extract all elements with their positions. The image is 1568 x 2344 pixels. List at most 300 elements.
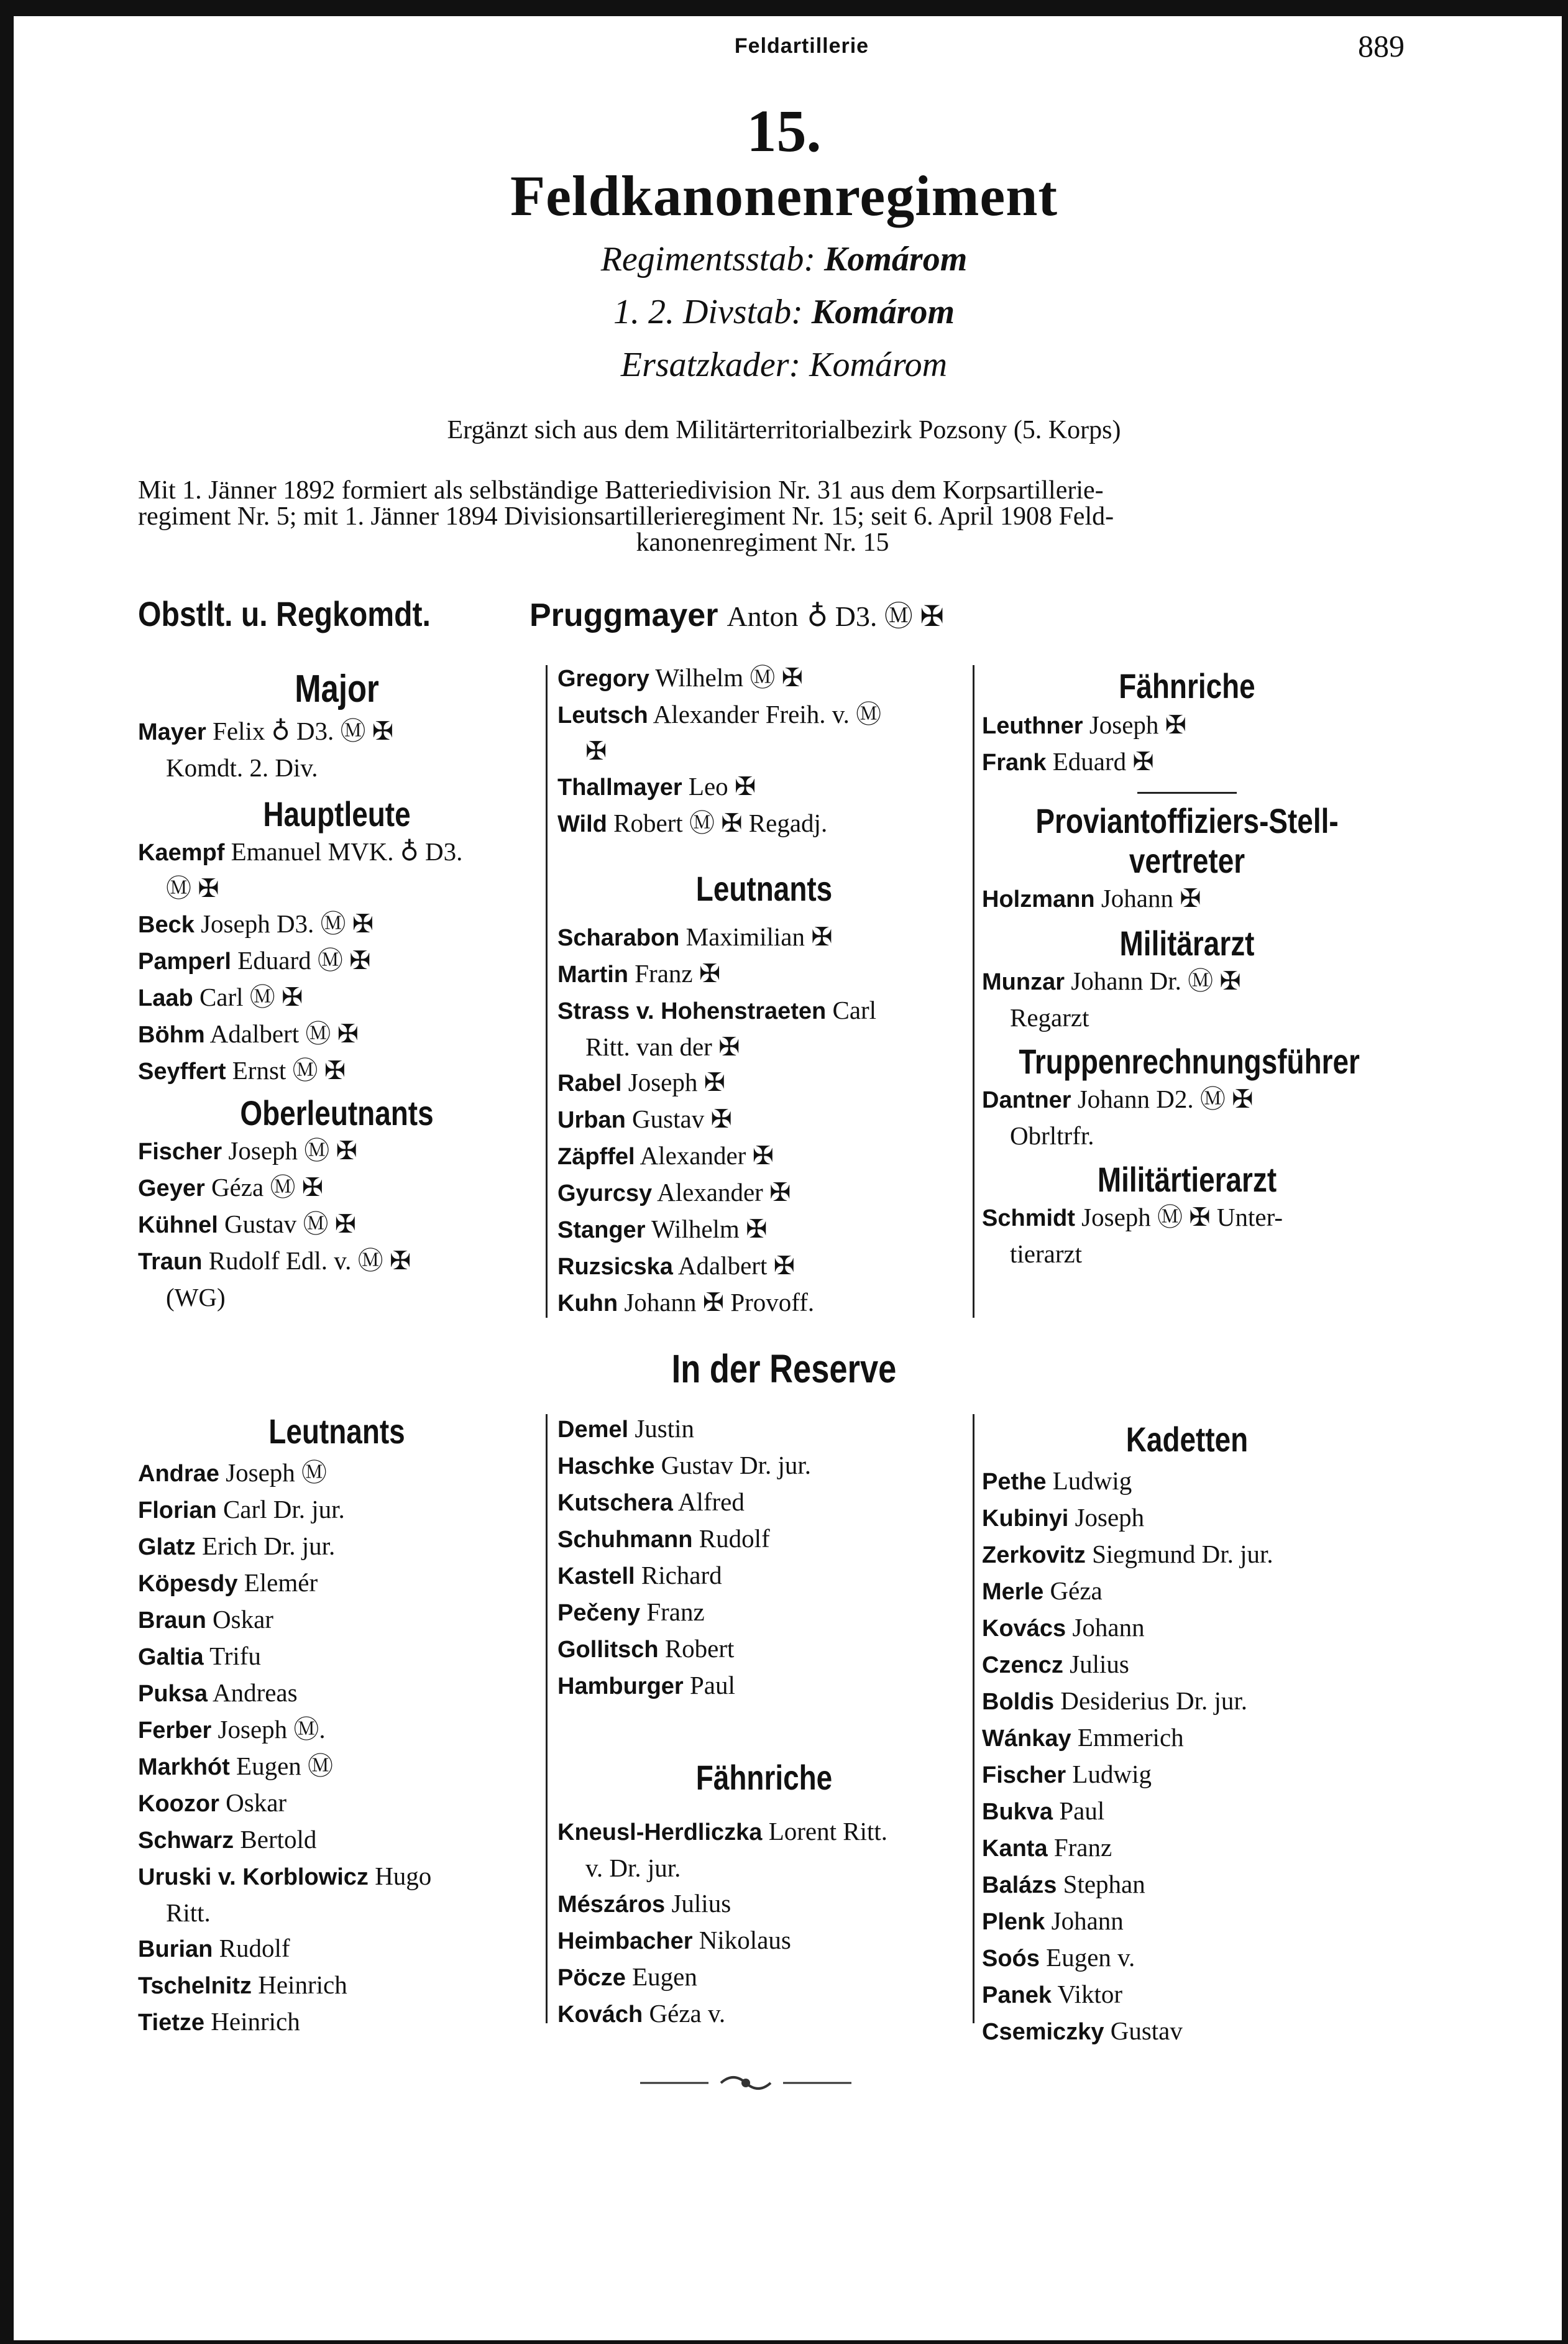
entry-decorations: Ⓜ ✠	[270, 1173, 324, 1202]
personnel-list	[982, 963, 1392, 1036]
entry-decorations: D2. Ⓜ ✠	[1156, 1085, 1254, 1113]
entry-given: Lorent Ritt.	[768, 1817, 888, 1845]
list-item	[982, 1537, 1392, 1573]
personnel-list	[557, 919, 971, 1321]
list-item	[138, 1639, 536, 1675]
entry-surname: Haschke	[557, 1453, 655, 1479]
entry-surname: Czencz	[982, 1652, 1063, 1678]
entry-given: Gustav	[1110, 2016, 1183, 2045]
entry-given: Andreas	[212, 1678, 298, 1707]
list-item	[557, 1631, 971, 1668]
list-item	[138, 1016, 536, 1053]
station-place: Komárom	[824, 240, 968, 278]
entry-given: Justin	[635, 1414, 695, 1443]
entry-surname: Böhm	[138, 1022, 205, 1048]
entry-surname: Kutschera	[557, 1490, 673, 1516]
entry-given: Oskar	[213, 1605, 273, 1634]
entry-given: Hugo	[375, 1862, 432, 1890]
list-item	[982, 1940, 1392, 1977]
list-item	[557, 806, 971, 842]
entry-surname: Kubinyi	[982, 1505, 1069, 1532]
entry-surname: Burian	[138, 1936, 213, 1962]
entry-surname: Urban	[557, 1107, 626, 1133]
entry-given: Oskar	[226, 1788, 287, 1817]
list-item	[557, 1996, 971, 2033]
entry-surname: Schwarz	[138, 1827, 234, 1854]
entry-surname: Wild	[557, 811, 607, 837]
entry-decorations: ✠	[710, 1105, 732, 1133]
column-rule	[973, 665, 974, 1318]
section-heading-proviant: Proviantoffiziers-Stell-	[1035, 801, 1339, 840]
entry-given: Rudolf Edl. v.	[208, 1246, 352, 1275]
entry-continuation: (WG)	[166, 1283, 226, 1312]
entry-surname: Tschelnitz	[138, 1973, 252, 1999]
section-heading-reserve: In der Reserve	[671, 1346, 897, 1391]
list-item	[138, 1859, 536, 1895]
entry-given: Emmerich	[1077, 1723, 1184, 1752]
entry-given: Gustav Dr. jur.	[661, 1451, 812, 1479]
scan-border-bottom	[0, 2340, 1568, 2344]
entry-surname: Koozor	[138, 1791, 219, 1817]
list-item	[138, 1455, 536, 1492]
entry-decorations: Ⓜ ✠	[305, 1019, 359, 1048]
station-place: Komárom	[809, 346, 948, 384]
entry-surname: Ruzsicska	[557, 1254, 673, 1280]
entry-surname: Ferber	[138, 1717, 212, 1744]
list-item	[982, 1082, 1392, 1118]
list-item	[138, 1749, 536, 1785]
entry-given: Julius	[1070, 1650, 1129, 1678]
list-item	[138, 1602, 536, 1639]
entry-given: Géza v.	[649, 1999, 726, 2028]
entry-given: Rudolf	[219, 1934, 290, 1962]
entry-given: Joseph	[228, 1136, 298, 1165]
supply-district: Ergänzt sich aus dem Militärterritorialbezirk Pozsony (5. Korps)	[447, 416, 1121, 444]
active-column-2	[557, 660, 971, 1321]
list-item	[138, 1931, 536, 1967]
list-item	[557, 993, 971, 1029]
entry-surname: Kühnel	[138, 1212, 218, 1238]
entry-decorations: ♁ D3.	[400, 837, 463, 866]
column-rule	[546, 665, 548, 1318]
list-item	[138, 1170, 536, 1206]
entry-decorations: Ⓜ ✠ Regadj.	[689, 809, 828, 837]
list-item	[557, 1448, 971, 1484]
entry-decorations: Ⓜ ✠	[292, 1056, 346, 1085]
reserve-column-3	[982, 1416, 1392, 2050]
commander-name	[530, 594, 944, 635]
entry-surname: Kovács	[982, 1616, 1066, 1642]
list-item	[557, 956, 971, 993]
personnel-list	[982, 881, 1392, 917]
entry-given: Eugen v.	[1046, 1943, 1135, 1972]
commander-surname: Pruggmayer	[530, 597, 718, 633]
active-column-1	[138, 665, 536, 1315]
entry-given: Johann Dr.	[1071, 967, 1181, 995]
history-line: regiment Nr. 5; mit 1. Jänner 1894 Divisionsartillerieregiment Nr. 15; seit 6. April 1908 Feld-	[138, 502, 1114, 531]
entry-continuation: Obrltrfr.	[1010, 1121, 1094, 1150]
entry-given: Nikolaus	[699, 1926, 791, 1954]
entry-decorations: Ⓜ ✠	[1188, 967, 1241, 995]
list-item	[138, 2004, 536, 2041]
list-item	[982, 1463, 1392, 1500]
entry-given: Erich Dr. jur.	[202, 1532, 336, 1560]
entry-surname: Frank	[982, 750, 1047, 776]
personnel-list	[982, 1463, 1392, 2050]
entry-given: Géza	[1050, 1576, 1103, 1605]
personnel-list	[982, 1200, 1392, 1272]
list-item	[557, 1101, 971, 1138]
entry-surname: Kneusl-Herdliczka	[557, 1819, 763, 1845]
entry-surname: Kuhn	[557, 1290, 618, 1317]
entry-given: Ernst	[232, 1056, 287, 1085]
entry-given: Franz	[1053, 1833, 1112, 1862]
list-item	[982, 1867, 1392, 1903]
list-item	[138, 1565, 536, 1602]
regiment-title: Feldkanonenregiment	[510, 164, 1058, 228]
list-item	[982, 1647, 1392, 1683]
list-item	[138, 1492, 536, 1528]
entry-decorations: ✠	[746, 1215, 768, 1243]
entry-surname: Fischer	[982, 1762, 1066, 1788]
entry-surname: Fischer	[138, 1139, 222, 1165]
entry-surname: Laab	[138, 985, 193, 1011]
entry-given: Joseph	[1081, 1203, 1151, 1231]
list-item	[138, 714, 536, 750]
entry-given: Siegmund Dr. jur.	[1092, 1540, 1273, 1568]
section-divider	[1137, 792, 1237, 794]
entry-given: Alexander Freih. v.	[653, 700, 850, 728]
entry-surname: Seyffert	[138, 1059, 226, 1085]
entry-surname: Uruski v. Korblowicz	[138, 1864, 369, 1890]
entry-surname: Thallmayer	[557, 774, 682, 801]
history-line: kanonenregiment Nr. 15	[636, 528, 889, 557]
entry-surname: Tietze	[138, 2010, 205, 2036]
list-item	[982, 1500, 1392, 1537]
list-item	[138, 1528, 536, 1565]
entry-given: Adalbert	[677, 1251, 768, 1280]
entry-surname: Galtia	[138, 1644, 204, 1670]
list-item	[557, 1248, 971, 1285]
entry-surname: Gyurcsy	[557, 1180, 653, 1206]
list-item	[982, 881, 1392, 917]
entry-decorations: ♁ D3. Ⓜ ✠	[271, 717, 394, 745]
entry-given: Paul	[689, 1671, 735, 1699]
scan-border-top	[0, 0, 1568, 16]
entry-given: Robert	[664, 1634, 735, 1663]
entry-decorations: ✠	[1165, 710, 1187, 739]
entry-given: Joseph	[201, 909, 270, 938]
list-item	[138, 1712, 536, 1749]
personnel-list	[557, 1411, 971, 1704]
entry-given: Bertold	[240, 1825, 317, 1854]
entry-surname: Mayer	[138, 719, 206, 745]
list-item	[982, 2013, 1392, 2050]
entry-continuation: tierarzt	[1010, 1239, 1083, 1268]
entry-continuation: v. Dr. jur.	[585, 1854, 681, 1882]
entry-decorations: Ⓜ	[308, 1752, 334, 1780]
section-heading-leutnants: Leutnants	[695, 869, 833, 908]
list-item	[982, 1757, 1392, 1793]
list-item	[557, 919, 971, 956]
entry-surname: Stanger	[557, 1217, 646, 1243]
entry-surname: Glatz	[138, 1534, 196, 1560]
station-line	[0, 345, 1568, 385]
history-line: Mit 1. Jänner 1892 formiert als selbständige Batteriedivision Nr. 31 aus dem Korpsartillerie-	[138, 476, 1104, 505]
entry-surname: Puksa	[138, 1681, 208, 1707]
entry-given: Eugen	[236, 1752, 301, 1780]
entry-given: Ludwig	[1052, 1466, 1132, 1495]
entry-decorations: Ⓜ ✠	[317, 946, 371, 975]
entry-given: Joseph	[218, 1715, 288, 1744]
entry-surname: Gollitsch	[557, 1637, 659, 1663]
entry-surname: Pamperl	[138, 949, 231, 975]
entry-surname: Scharabon	[557, 925, 680, 951]
entry-given: Géza	[211, 1173, 264, 1202]
entry-surname: Zerkovitz	[982, 1542, 1086, 1568]
entry-surname: Beck	[138, 912, 195, 938]
entry-surname: Munzar	[982, 969, 1065, 995]
end-ornament	[634, 2069, 858, 2097]
entry-continuation: Ritt.	[166, 1898, 211, 1927]
list-item	[982, 1977, 1392, 2013]
entry-decorations: D3. Ⓜ ✠	[276, 909, 374, 938]
personnel-list	[557, 660, 971, 842]
entry-note: Komdt. 2. Div.	[166, 753, 318, 782]
list-item	[557, 1065, 971, 1101]
entry-given: Desiderius Dr. jur.	[1060, 1686, 1248, 1715]
entry-surname: Köpesdy	[138, 1571, 238, 1597]
entry-decorations: ✠	[752, 1141, 774, 1170]
entry-given: Emanuel MVK.	[231, 837, 394, 866]
entry-continuation: ✠	[585, 737, 607, 765]
entry-surname: Braun	[138, 1607, 206, 1634]
entry-continuation: Regarzt	[1010, 1003, 1089, 1032]
entry-surname: Kovách	[557, 2002, 643, 2028]
reserve-heading-wrap	[0, 1346, 1568, 1391]
list-item	[557, 1211, 971, 1248]
entry-given: Leo	[688, 772, 728, 801]
personnel-list	[982, 707, 1392, 781]
entry-surname: Csemiczky	[982, 2019, 1104, 2045]
commander-label: Obstlt. u. Regkomdt.	[138, 594, 431, 633]
list-item	[557, 1138, 971, 1175]
entry-given: Alexander	[657, 1178, 763, 1206]
personnel-list	[982, 1082, 1392, 1154]
reserve-column-2	[557, 1411, 971, 2033]
personnel-list	[138, 834, 536, 1090]
entry-surname: Balázs	[982, 1872, 1057, 1898]
entry-surname: Rabel	[557, 1070, 622, 1096]
entry-decorations: Ⓜ ✠	[303, 1210, 357, 1238]
entry-given: Franz	[635, 959, 693, 988]
list-item	[982, 744, 1392, 781]
entry-given: Alfred	[677, 1487, 745, 1516]
entry-surname: Kastell	[557, 1563, 635, 1589]
entry-surname: Wánkay	[982, 1726, 1071, 1752]
entry-surname: Hamburger	[557, 1673, 684, 1699]
entry-given: Richard	[641, 1561, 722, 1589]
entry-continuation: Ⓜ ✠	[166, 874, 219, 903]
list-item	[138, 1243, 536, 1280]
list-item	[557, 1285, 971, 1321]
entry-surname: Pethe	[982, 1469, 1047, 1495]
list-item	[557, 660, 971, 697]
list-item	[138, 906, 536, 943]
entry-decorations: ✠ Provoff.	[702, 1288, 815, 1317]
page-number: 889	[1358, 29, 1405, 63]
list-item	[138, 1967, 536, 2004]
entry-surname: Leuthner	[982, 713, 1083, 739]
personnel-list	[138, 1133, 536, 1315]
commander-row	[138, 594, 1039, 635]
station-place: Komárom	[811, 293, 955, 331]
entry-surname: Plenk	[982, 1909, 1045, 1935]
list-item	[982, 1903, 1392, 1940]
entry-surname: Traun	[138, 1249, 203, 1275]
entry-continuation: Ritt. van der ✠	[585, 1032, 740, 1061]
station-line	[0, 292, 1568, 332]
list-item	[138, 1822, 536, 1859]
commander-given: Anton	[727, 600, 799, 632]
entry-given: Eduard	[237, 946, 311, 975]
list-item	[138, 1133, 536, 1170]
entry-given: Heinrich	[258, 1970, 347, 1999]
entry-surname: Mészáros	[557, 1891, 666, 1918]
entry-surname: Geyer	[138, 1175, 205, 1202]
entry-given: Joseph	[1075, 1503, 1145, 1532]
entry-given: Felix	[213, 717, 265, 745]
list-item	[138, 943, 536, 980]
list-item	[982, 707, 1392, 744]
section-heading-hauptleute: Hauptleute	[263, 794, 411, 834]
list-item	[557, 1814, 971, 1850]
entry-decorations: Ⓜ ✠	[304, 1136, 357, 1165]
running-head: Feldartillerie	[734, 34, 869, 58]
column-rule	[546, 1414, 548, 2023]
personnel-list	[138, 1455, 536, 2041]
section-heading-militaerarzt: Militärarzt	[1119, 924, 1255, 963]
entry-decorations: Ⓜ	[301, 1458, 328, 1487]
entry-surname: Markhót	[138, 1754, 230, 1780]
entry-given: Johann	[1051, 1906, 1124, 1935]
entry-surname: Pöcze	[557, 1965, 626, 1991]
entry-surname: Andrae	[138, 1461, 219, 1487]
reserve-column-1	[138, 1408, 536, 2041]
entry-given: Gustav	[632, 1105, 705, 1133]
entry-given: Eduard	[1052, 747, 1127, 776]
entry-surname: Merle	[982, 1579, 1044, 1605]
entry-given: Carl Dr. jur.	[222, 1495, 345, 1524]
entry-surname: Gregory	[557, 666, 649, 692]
list-item	[982, 1683, 1392, 1720]
station-label: Regimentsstab:	[600, 240, 815, 278]
regiment-number: 15.	[746, 98, 822, 164]
entry-given: Johann	[1077, 1085, 1150, 1113]
entry-given: Wilhelm	[655, 663, 744, 692]
station-label: 1. 2. Divstab:	[613, 293, 803, 331]
entry-surname: Leutsch	[557, 702, 648, 728]
entry-given: Wilhelm	[651, 1215, 740, 1243]
entry-decorations: ✠	[704, 1068, 725, 1096]
entry-surname: Schmidt	[982, 1205, 1075, 1231]
entry-surname: Kaempf	[138, 840, 225, 866]
entry-given: Alexander	[640, 1141, 746, 1170]
section-heading-militaertierarzt: Militärtierarzt	[1097, 1160, 1277, 1199]
entry-surname: Holzmann	[982, 886, 1095, 912]
section-heading-leutnants: Leutnants	[268, 1412, 405, 1451]
list-item	[557, 1558, 971, 1594]
entry-given: Robert	[613, 809, 683, 837]
entry-given: Gustav	[224, 1210, 297, 1238]
entry-given: Paul	[1059, 1796, 1105, 1825]
entry-given: Johann	[1072, 1613, 1145, 1642]
section-heading-truppenrechnungsfuehrer: Truppenrechnungsführer	[1019, 1042, 1360, 1081]
list-item	[138, 1206, 536, 1243]
entry-surname: Zäpffel	[557, 1144, 635, 1170]
entry-decorations: Ⓜ ✠	[357, 1246, 411, 1275]
entry-decorations: Ⓜ ✠	[249, 983, 303, 1011]
entry-decorations: ✠	[773, 1251, 795, 1280]
entry-surname: Heimbacher	[557, 1928, 693, 1954]
list-item	[138, 1785, 536, 1822]
entry-surname: Florian	[138, 1497, 217, 1524]
column-rule	[973, 1414, 974, 2023]
station-label: Ersatzkader:	[620, 346, 801, 384]
entry-surname: Martin	[557, 962, 628, 988]
entry-given: Adalbert	[209, 1019, 300, 1048]
list-item	[138, 834, 536, 871]
entry-surname: Kanta	[982, 1836, 1048, 1862]
list-item	[138, 1053, 536, 1090]
regiment-history	[138, 477, 1387, 556]
entry-given: Johann	[1101, 884, 1173, 912]
entry-decorations: Ⓜ ✠ Unter-	[1157, 1203, 1283, 1231]
section-heading-faehnriche: Fähnriche	[1119, 666, 1255, 705]
list-item	[138, 1675, 536, 1712]
entry-surname: Boldis	[982, 1689, 1055, 1715]
list-item	[557, 1175, 971, 1211]
entry-given: Johann	[624, 1288, 697, 1317]
entry-given: Franz	[646, 1597, 705, 1626]
entry-given: Carl	[832, 996, 877, 1024]
entry-given: Julius	[671, 1889, 731, 1918]
commander-decorations: ♁ D3. Ⓜ ✠	[807, 600, 944, 632]
list-item	[557, 769, 971, 806]
entry-given: Joseph	[1089, 710, 1159, 739]
entry-given: Joseph	[226, 1458, 295, 1487]
entry-given: Viktor	[1057, 1980, 1123, 2008]
entry-surname: Bukva	[982, 1799, 1053, 1825]
entry-surname: Dantner	[982, 1087, 1071, 1113]
entry-decorations: Ⓜ.	[293, 1715, 326, 1744]
entry-decorations: ✠	[811, 922, 833, 951]
entry-surname: Pečeny	[557, 1600, 641, 1626]
personnel-list	[557, 1814, 971, 2033]
section-heading-kadetten: Kadetten	[1126, 1420, 1249, 1459]
section-heading-proviant-cont: vertreter	[1129, 841, 1245, 880]
entry-given: Stephan	[1063, 1870, 1145, 1898]
entry-surname: Strass v. Hohenstraeten	[557, 998, 827, 1024]
list-item	[557, 1411, 971, 1448]
list-item	[982, 1573, 1392, 1610]
entry-decorations: ✠	[699, 959, 721, 988]
list-item	[557, 1886, 971, 1923]
entry-given: Ludwig	[1072, 1760, 1152, 1788]
entry-surname: Schuhmann	[557, 1527, 693, 1553]
list-item	[557, 1959, 971, 1996]
entry-given: Joseph	[628, 1068, 698, 1096]
